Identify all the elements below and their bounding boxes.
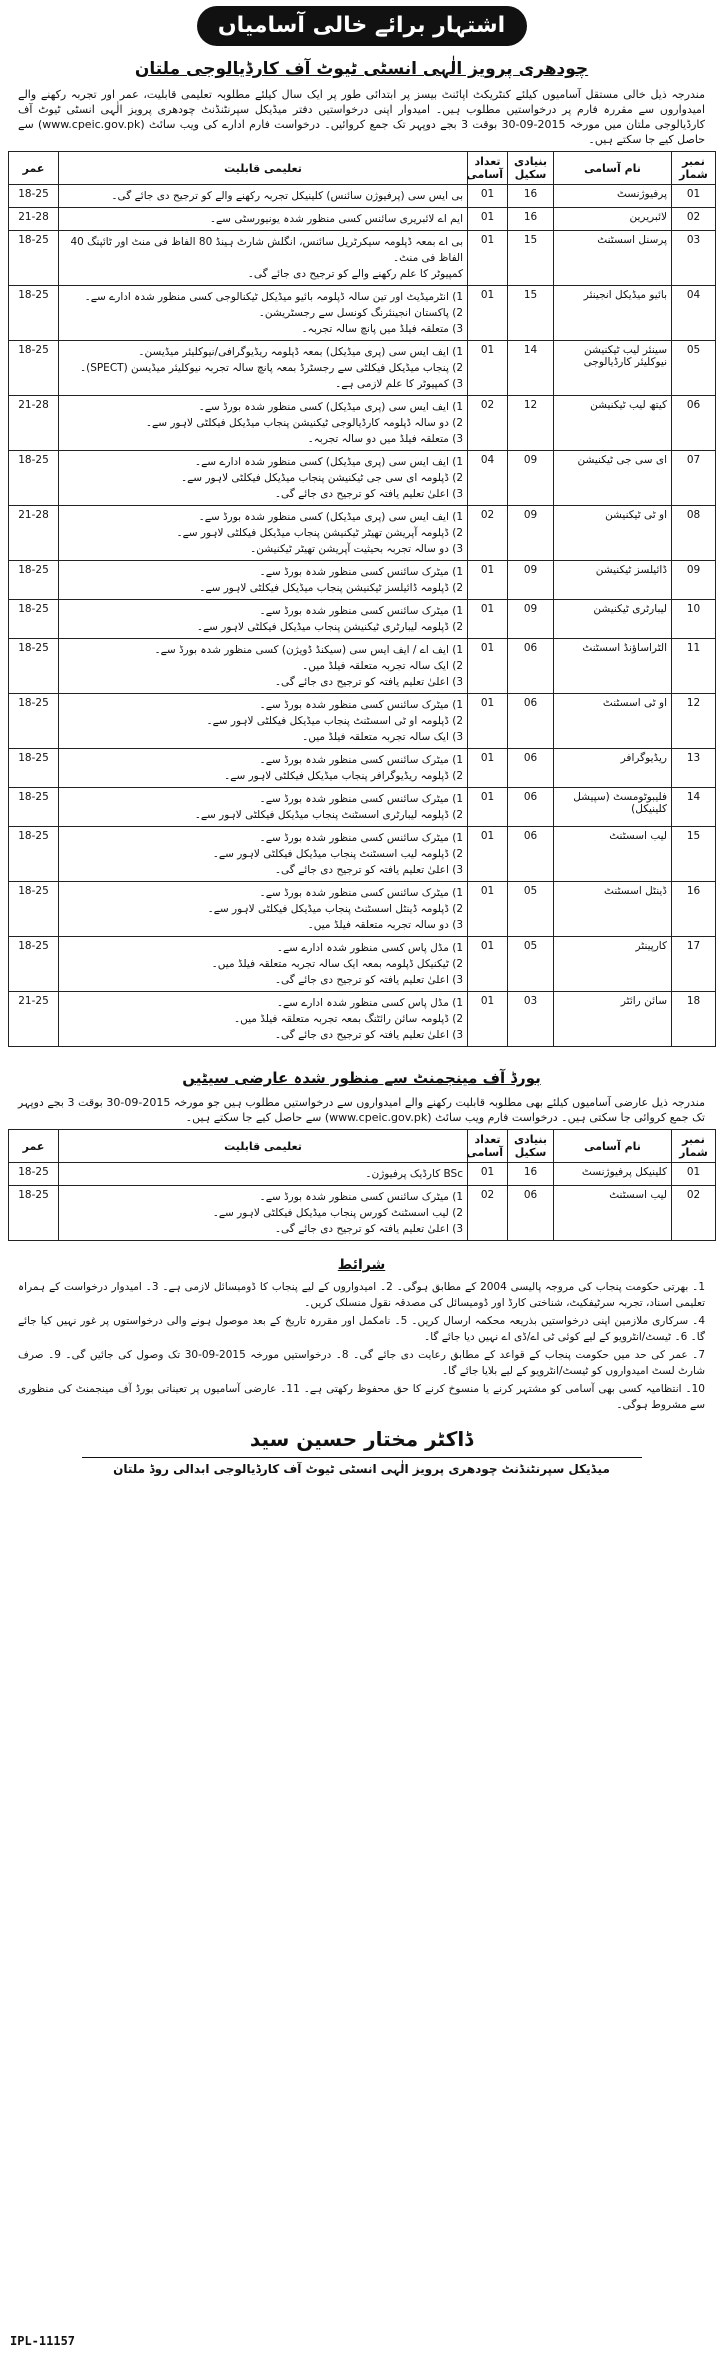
table-row bbox=[9, 749, 716, 788]
row-scale: 12 bbox=[508, 396, 554, 451]
row-posts: 02 bbox=[468, 396, 508, 451]
row-posts: 01 bbox=[468, 1163, 508, 1186]
row-age: 21-25 bbox=[9, 992, 59, 1047]
terms-item: 1۔ بھرتی حکومت پنجاب کی مروجہ پالیسی 2004 کے مطابق ہوگی۔ 2۔ امیدواروں کے لیے پنجاب کا ڈومیسائل لازمی ہے۔ 3۔ امیدوار درخواست کے ہمراہ تعلیمی اسناد، تجربہ سرٹیفکیٹ، شناختی کارڈ اور ڈومیسائل کی مصدقہ نقول منسلک کریں۔ bbox=[18, 1281, 705, 1309]
row-posts: 01 bbox=[468, 882, 508, 937]
row-sr: 12 bbox=[672, 694, 716, 749]
row-qualification bbox=[59, 506, 468, 561]
row-sr: 14 bbox=[672, 788, 716, 827]
row-post: لیب اسسٹنٹ bbox=[554, 1186, 672, 1241]
qualification-line: 1) ایف ایس سی (پری میڈیکل) کسی منظور شدہ بورڈ سے۔ bbox=[198, 401, 463, 413]
row-qualification bbox=[59, 882, 468, 937]
qualification-line: 3) اعلیٰ تعلیم یافتہ کو ترجیح دی جائے گی۔ bbox=[274, 488, 463, 500]
temp-header-sr: نمبر شمار bbox=[672, 1130, 716, 1163]
row-age: 18-25 bbox=[9, 1186, 59, 1241]
row-age: 18-25 bbox=[9, 185, 59, 208]
row-qualification bbox=[59, 1163, 468, 1186]
temp-header-age: عمر bbox=[9, 1130, 59, 1163]
row-qualification bbox=[59, 286, 468, 341]
row-post: فلیبوٹومسٹ (سپیشل کلینیکل) bbox=[554, 788, 672, 827]
qualification-line: 3) کمپیوٹر کا علم لازمی ہے۔ bbox=[335, 378, 463, 390]
qualification-line: 1) ایف اے / ایف ایس سی (سیکنڈ ڈویژن) کسی منظور شدہ بورڈ سے۔ bbox=[154, 644, 463, 656]
table-header-row bbox=[9, 152, 716, 185]
row-age: 18-25 bbox=[9, 561, 59, 600]
qualification-line: 1) میٹرک سائنس کسی منظور شدہ بورڈ سے۔ bbox=[259, 832, 463, 844]
qualification-line: 2) ڈپلومہ ای سی جی ٹیکنیشن پنجاب میڈیکل فیکلٹی لاہور سے۔ bbox=[181, 472, 463, 484]
row-sr: 02 bbox=[672, 1186, 716, 1241]
table-row bbox=[9, 561, 716, 600]
qualification-line: 1) مڈل پاس کسی منظور شدہ ادارے سے۔ bbox=[276, 942, 463, 954]
table-row bbox=[9, 992, 716, 1047]
qualification-line: 3) اعلیٰ تعلیم یافتہ کو ترجیح دی جائے گی۔ bbox=[274, 1223, 463, 1235]
table-row bbox=[9, 788, 716, 827]
qualification-line: 2) پنجاب میڈیکل فیکلٹی سے رجسٹرڈ بمعہ پانچ سالہ تجربہ نیوکلیئر میڈیسن (SPECT)۔ bbox=[79, 362, 463, 374]
table-row bbox=[9, 341, 716, 396]
qualification-line: 2) ڈپلومہ سائن رائٹنگ بمعہ تجربہ متعلقہ فیلڈ میں۔ bbox=[233, 1013, 463, 1025]
row-post: کلینیکل پرفیوژنسٹ bbox=[554, 1163, 672, 1186]
row-age: 21-28 bbox=[9, 396, 59, 451]
row-sr: 09 bbox=[672, 561, 716, 600]
row-age: 18-25 bbox=[9, 827, 59, 882]
row-post: لائبریرین bbox=[554, 208, 672, 231]
row-scale: 06 bbox=[508, 1186, 554, 1241]
row-posts: 01 bbox=[468, 749, 508, 788]
row-posts: 01 bbox=[468, 185, 508, 208]
qualification-line: 2) ڈپلومہ لیب اسسٹنٹ پنجاب میڈیکل فیکلٹی لاہور سے۔ bbox=[212, 848, 463, 860]
row-post: ریڈیوگرافر bbox=[554, 749, 672, 788]
qualification-line: 3) دو سالہ تجربہ بحیثیت آپریشن تھیٹر ٹیکنیشن۔ bbox=[250, 543, 463, 555]
header-post: نام آسامی bbox=[554, 152, 672, 185]
row-post: پرفیوژنسٹ bbox=[554, 185, 672, 208]
row-qualification bbox=[59, 396, 468, 451]
row-post: الٹراساؤنڈ اسسٹنٹ bbox=[554, 639, 672, 694]
qualification-line: 1) ایف ایس سی (پری میڈیکل) بمعہ ڈپلومہ ریڈیوگرافی/نیوکلیئر میڈیسن۔ bbox=[138, 346, 463, 358]
row-qualification bbox=[59, 451, 468, 506]
row-qualification bbox=[59, 749, 468, 788]
row-sr: 13 bbox=[672, 749, 716, 788]
qualification-line: 1) میٹرک سائنس کسی منظور شدہ بورڈ سے۔ bbox=[259, 605, 463, 617]
ad-banner: اشتہار برائے خالی آسامیاں bbox=[197, 6, 527, 46]
signatory-name: ڈاکٹر مختار حسین سید bbox=[249, 1427, 474, 1451]
qualification-line: کمپیوٹر کا علم رکھنے والے کو ترجیح دی جائے گی۔ bbox=[247, 268, 463, 280]
row-qualification bbox=[59, 937, 468, 992]
row-sr: 08 bbox=[672, 506, 716, 561]
row-posts: 01 bbox=[468, 286, 508, 341]
row-scale: 06 bbox=[508, 749, 554, 788]
qualification-line: 2) پاکستان انجینئرنگ کونسل سے رجسٹریشن۔ bbox=[258, 307, 463, 319]
row-scale: 03 bbox=[508, 992, 554, 1047]
table-row bbox=[9, 396, 716, 451]
qualification-line: 2) دو سالہ ڈپلومہ کارڈیالوجی ٹیکنیشن پنجاب میڈیکل فیکلٹی لاہور سے۔ bbox=[145, 417, 463, 429]
row-post: بائیو میڈیکل انجینئر bbox=[554, 286, 672, 341]
row-post: کیتھ لیب ٹیکنیشن bbox=[554, 396, 672, 451]
qualification-line: 1) میٹرک سائنس کسی منظور شدہ بورڈ سے۔ bbox=[259, 887, 463, 899]
row-sr: 06 bbox=[672, 396, 716, 451]
row-scale: 06 bbox=[508, 694, 554, 749]
table-row bbox=[9, 185, 716, 208]
header-age: عمر bbox=[9, 152, 59, 185]
row-scale: 09 bbox=[508, 600, 554, 639]
row-age: 18-25 bbox=[9, 937, 59, 992]
row-sr: 04 bbox=[672, 286, 716, 341]
row-scale: 09 bbox=[508, 561, 554, 600]
qualification-line: ایم اے لائبریری سائنس کسی منظور شدہ یونیورسٹی سے۔ bbox=[209, 213, 463, 225]
row-posts: 01 bbox=[468, 561, 508, 600]
row-post: لیبارٹری ٹیکنیشن bbox=[554, 600, 672, 639]
qualification-line: 3) اعلیٰ تعلیم یافتہ کو ترجیح دی جائے گی۔ bbox=[274, 1029, 463, 1041]
row-scale: 05 bbox=[508, 937, 554, 992]
intro-end: سے حاصل کیے جا سکتے ہیں۔ bbox=[18, 118, 705, 146]
row-qualification bbox=[59, 827, 468, 882]
table-row bbox=[9, 827, 716, 882]
row-post: کارپینٹر bbox=[554, 937, 672, 992]
signatory-designation: میڈیکل سپرنٹنڈنٹ چودھری پرویز الٰہی انسٹی ٹیوٹ آف کارڈیالوجی ابدالی روڈ ملتان bbox=[82, 1457, 642, 1476]
temporary-website-link[interactable]: (www.cpeic.gov.pk) bbox=[324, 1111, 432, 1124]
row-sr: 18 bbox=[672, 992, 716, 1047]
qualification-line: 2) ڈپلومہ او ٹی اسسٹنٹ پنجاب میڈیکل فیکلٹی لاہور سے۔ bbox=[206, 715, 463, 727]
signature-block bbox=[8, 1427, 715, 1476]
row-scale: 09 bbox=[508, 451, 554, 506]
row-scale: 06 bbox=[508, 788, 554, 827]
table-row bbox=[9, 882, 716, 937]
table-row bbox=[9, 639, 716, 694]
row-posts: 01 bbox=[468, 694, 508, 749]
temporary-posts-section bbox=[8, 1069, 715, 1241]
row-age: 18-25 bbox=[9, 694, 59, 749]
temporary-intro-end: سے حاصل کیے جا سکتے ہیں۔ bbox=[185, 1111, 322, 1124]
qualification-line: 3) اعلیٰ تعلیم یافتہ کو ترجیح دی جائے گی۔ bbox=[274, 864, 463, 876]
temp-header-scale: بنیادی سکیل bbox=[508, 1130, 554, 1163]
row-qualification bbox=[59, 208, 468, 231]
row-age: 18-25 bbox=[9, 600, 59, 639]
row-post: ڈائیلسز ٹیکنیشن bbox=[554, 561, 672, 600]
ipl-code: IPL-11157 bbox=[10, 2334, 76, 2348]
row-qualification bbox=[59, 185, 468, 208]
intro-body: مندرجہ ذیل خالی مستقل آسامیوں کیلئے کنٹریکٹ اپائنٹ بیسز پر ابتدائی طور پر ایک سال کیلئے مطلوبہ تعلیمی قابلیت، عمر اور تجربہ رکھنے والے امیدواروں سے مقررہ فارم پر درخواستیں مطلوب ہیں۔ امیدوار اپنی درخواستیں دفتر میڈیکل سپرنٹنڈنٹ چودھری پرویز الٰہی انسٹی ٹیوٹ آف کارڈیالوجی ملتان میں مورخہ 2015-09-30 بوقت 3 بجے دوپہر تک جمع کروائیں۔ درخواست فارم ادارے کی ویب سائٹ bbox=[18, 88, 705, 131]
qualification-line: 2) ایک سالہ تجربہ متعلقہ فیلڈ میں۔ bbox=[302, 660, 463, 672]
row-sr: 03 bbox=[672, 231, 716, 286]
row-post: او ٹی ٹیکنیشن bbox=[554, 506, 672, 561]
qualification-line: 1) میٹرک سائنس کسی منظور شدہ بورڈ سے۔ bbox=[259, 699, 463, 711]
header-sr: نمبر شمار bbox=[672, 152, 716, 185]
row-post: لیب اسسٹنٹ bbox=[554, 827, 672, 882]
row-qualification bbox=[59, 341, 468, 396]
table-row bbox=[9, 451, 716, 506]
row-age: 18-25 bbox=[9, 882, 59, 937]
table-row bbox=[9, 286, 716, 341]
qualification-line: 1) ایف ایس سی (پری میڈیکل) کسی منظور شدہ ادارے سے۔ bbox=[194, 456, 463, 468]
terms-item: 4۔ سرکاری ملازمین اپنی درخواستیں بذریعہ محکمہ ارسال کریں۔ 5۔ نامکمل اور مقررہ تاریخ کے بعد موصول ہونے والی درخواستوں پر غور نہیں کیا جائے گا۔ 6۔ ٹیسٹ/انٹرویو کے لیے کوئی ٹی اے/ڈی اے نہیں دیا جائے گا۔ bbox=[18, 1315, 705, 1343]
row-qualification bbox=[59, 788, 468, 827]
row-qualification bbox=[59, 600, 468, 639]
qualification-line: 2) ڈپلومہ ڈائیلسز ٹیکنیشن پنجاب میڈیکل فیکلٹی لاہور سے۔ bbox=[199, 582, 463, 594]
row-age: 18-25 bbox=[9, 451, 59, 506]
qualification-line: 3) متعلقہ فیلڈ میں پانچ سالہ تجربہ۔ bbox=[301, 323, 463, 335]
row-posts: 01 bbox=[468, 992, 508, 1047]
qualification-line: 3) دو سالہ تجربہ متعلقہ فیلڈ میں۔ bbox=[307, 919, 463, 931]
row-qualification bbox=[59, 694, 468, 749]
qualification-line: بی ایس سی (پرفیوژن سائنس) کلینیکل تجربہ رکھنے والے کو ترجیح دی جائے گی۔ bbox=[111, 190, 463, 202]
temporary-intro-body: مندرجہ ذیل عارضی آسامیوں کیلئے بھی مطلوبہ قابلیت رکھنے والے امیدواروں سے درخواستیں مطلوب ہیں جو مورخہ 2015-09-30 بوقت 3 بجے دوپہر تک جمع کروائی جا سکتی ہیں۔ درخواست فارم ویب سائٹ bbox=[18, 1096, 705, 1124]
row-age: 18-25 bbox=[9, 231, 59, 286]
terms-item: 7۔ عمر کی حد میں حکومت پنجاب کے قواعد کے مطابق رعایت دی جائے گی۔ 8۔ درخواستیں مورخہ 2015-09-30 تک وصول کی جائیں گی۔ 9۔ صرف شارٹ لسٹ امیدواروں کو ٹیسٹ/انٹرویو کے لیے بلایا جائے گا۔ bbox=[18, 1349, 705, 1377]
qualification-line: 2) ڈپلومہ آپریشن تھیٹر ٹیکنیشن پنجاب میڈیکل فیکلٹی لاہور سے۔ bbox=[176, 527, 463, 539]
table-row bbox=[9, 208, 716, 231]
qualification-line: 1) میٹرک سائنس کسی منظور شدہ بورڈ سے۔ bbox=[259, 566, 463, 578]
row-scale: 06 bbox=[508, 827, 554, 882]
qualification-line: 1) میٹرک سائنس کسی منظور شدہ بورڈ سے۔ bbox=[259, 754, 463, 766]
row-post: ڈینٹل اسسٹنٹ bbox=[554, 882, 672, 937]
row-sr: 02 bbox=[672, 208, 716, 231]
row-sr: 07 bbox=[672, 451, 716, 506]
temporary-posts-table bbox=[8, 1129, 716, 1241]
row-posts: 01 bbox=[468, 937, 508, 992]
row-sr: 01 bbox=[672, 1163, 716, 1186]
header-posts: تعداد آسامی bbox=[468, 152, 508, 185]
temporary-posts-body bbox=[9, 1163, 716, 1241]
row-posts: 02 bbox=[468, 506, 508, 561]
temp-header-post: نام آسامی bbox=[554, 1130, 672, 1163]
qualification-line: 1) میٹرک سائنس کسی منظور شدہ بورڈ سے۔ bbox=[259, 1191, 463, 1203]
row-scale: 16 bbox=[508, 185, 554, 208]
row-scale: 16 bbox=[508, 208, 554, 231]
qualification-line: 3) ایک سالہ تجربہ متعلقہ فیلڈ میں۔ bbox=[302, 731, 463, 743]
row-qualification bbox=[59, 231, 468, 286]
row-scale: 15 bbox=[508, 286, 554, 341]
row-posts: 04 bbox=[468, 451, 508, 506]
temporary-header-row bbox=[9, 1130, 716, 1163]
row-age: 21-28 bbox=[9, 506, 59, 561]
qualification-line: بی اے بمعہ ڈپلومہ سیکرٹریل سائنس، انگلش شارٹ ہینڈ 80 الفاظ فی منٹ اور ٹائپنگ 40 الفاظ فی منٹ۔ bbox=[70, 236, 463, 264]
table-row bbox=[9, 694, 716, 749]
row-posts: 01 bbox=[468, 827, 508, 882]
table-row bbox=[9, 231, 716, 286]
qualification-line: 3) متعلقہ فیلڈ میں دو سالہ تجربہ۔ bbox=[307, 433, 463, 445]
row-posts: 01 bbox=[468, 208, 508, 231]
row-qualification bbox=[59, 639, 468, 694]
row-qualification bbox=[59, 992, 468, 1047]
qualification-line: 1) ایف ایس سی (پری میڈیکل) کسی منظور شدہ بورڈ سے۔ bbox=[198, 511, 463, 523]
qualification-line: 1) میٹرک سائنس کسی منظور شدہ بورڈ سے۔ bbox=[259, 793, 463, 805]
temporary-intro-text bbox=[18, 1095, 705, 1125]
row-age: 18-25 bbox=[9, 286, 59, 341]
table-row bbox=[9, 1186, 716, 1241]
row-sr: 10 bbox=[672, 600, 716, 639]
vacancies-body bbox=[9, 185, 716, 1047]
row-posts: 01 bbox=[468, 341, 508, 396]
row-qualification bbox=[59, 1186, 468, 1241]
row-age: 18-25 bbox=[9, 639, 59, 694]
header-scale: بنیادی سکیل bbox=[508, 152, 554, 185]
qualification-line: 2) ڈپلومہ لیبارٹری اسسٹنٹ پنجاب میڈیکل فیکلٹی لاہور سے۔ bbox=[194, 809, 463, 821]
row-post: پرسنل اسسٹنٹ bbox=[554, 231, 672, 286]
row-scale: 14 bbox=[508, 341, 554, 396]
row-age: 18-25 bbox=[9, 749, 59, 788]
row-age: 18-25 bbox=[9, 341, 59, 396]
temp-header-posts: تعداد آسامی bbox=[468, 1130, 508, 1163]
row-post: سائن رائٹر bbox=[554, 992, 672, 1047]
terms-title: شرائط bbox=[337, 1257, 386, 1273]
row-scale: 16 bbox=[508, 1163, 554, 1186]
row-post: ای سی جی ٹیکنیشن bbox=[554, 451, 672, 506]
row-sr: 15 bbox=[672, 827, 716, 882]
table-row bbox=[9, 937, 716, 992]
row-scale: 06 bbox=[508, 639, 554, 694]
qualification-line: 2) ٹیکنیکل ڈپلومہ بمعہ ایک سالہ تجربہ متعلقہ فیلڈ میں۔ bbox=[211, 958, 463, 970]
temp-header-qualification: تعلیمی قابلیت bbox=[59, 1130, 468, 1163]
table-row bbox=[9, 600, 716, 639]
institute-title: چودھری پرویز الٰہی انسٹی ٹیوٹ آف کارڈیالوجی ملتان bbox=[134, 59, 589, 79]
row-post: او ٹی اسسٹنٹ bbox=[554, 694, 672, 749]
row-post: سینئر لیب ٹیکنیشن نیوکلیئر کارڈیالوجی bbox=[554, 341, 672, 396]
qualification-line: 2) ڈپلومہ لیبارٹری ٹیکنیشن پنجاب میڈیکل فیکلٹی لاہور سے۔ bbox=[196, 621, 463, 633]
row-posts: 02 bbox=[468, 1186, 508, 1241]
table-row bbox=[9, 1163, 716, 1186]
qualification-line: 2) ڈپلومہ ڈینٹل اسسٹنٹ پنجاب میڈیکل فیکلٹی لاہور سے۔ bbox=[207, 903, 463, 915]
qualification-line: 2) لیب اسسٹنٹ کورس پنجاب میڈیکل فیکلٹی لاہور سے۔ bbox=[212, 1207, 463, 1219]
qualification-line: 3) اعلیٰ تعلیم یافتہ کو ترجیح دی جائے گی۔ bbox=[274, 974, 463, 986]
row-sr: 16 bbox=[672, 882, 716, 937]
qualification-line: BSc کارڈیک پرفیوژن۔ bbox=[365, 1168, 463, 1180]
qualification-line: 1) انٹرمیڈیٹ اور تین سالہ ڈپلومہ بائیو میڈیکل ٹیکنالوجی کسی منظور شدہ ادارے سے۔ bbox=[84, 291, 463, 303]
row-posts: 01 bbox=[468, 788, 508, 827]
header-qualification: تعلیمی قابلیت bbox=[59, 152, 468, 185]
row-age: 21-28 bbox=[9, 208, 59, 231]
qualification-line: 3) اعلیٰ تعلیم یافتہ کو ترجیح دی جائے گی۔ bbox=[274, 676, 463, 688]
row-scale: 09 bbox=[508, 506, 554, 561]
row-sr: 05 bbox=[672, 341, 716, 396]
row-sr: 17 bbox=[672, 937, 716, 992]
table-row bbox=[9, 506, 716, 561]
row-age: 18-25 bbox=[9, 788, 59, 827]
row-posts: 01 bbox=[468, 231, 508, 286]
intro-text bbox=[18, 87, 705, 147]
terms-list bbox=[18, 1279, 705, 1413]
website-link[interactable]: (www.cpeic.gov.pk) bbox=[38, 118, 145, 131]
qualification-line: 2) ڈپلومہ ریڈیوگرافر پنجاب میڈیکل فیکلٹی لاہور سے۔ bbox=[224, 770, 463, 782]
row-posts: 01 bbox=[468, 600, 508, 639]
row-scale: 05 bbox=[508, 882, 554, 937]
row-scale: 15 bbox=[508, 231, 554, 286]
row-posts: 01 bbox=[468, 639, 508, 694]
row-age: 18-25 bbox=[9, 1163, 59, 1186]
qualification-line: 1) مڈل پاس کسی منظور شدہ ادارے سے۔ bbox=[276, 997, 463, 1009]
row-sr: 11 bbox=[672, 639, 716, 694]
row-sr: 01 bbox=[672, 185, 716, 208]
terms-item: 10۔ انتظامیہ کسی بھی آسامی کو مشتہر کرنے یا منسوخ کرنے کا حق محفوظ رکھتی ہے۔ 11۔ عارضی آسامیوں پر تعیناتی بورڈ آف مینجمنٹ کی منظوری سے مشروط ہوگی۔ bbox=[18, 1383, 705, 1411]
temporary-posts-title: بورڈ آف مینجمنٹ سے منظور شدہ عارضی سیٹیں bbox=[182, 1069, 541, 1087]
vacancies-table bbox=[8, 151, 716, 1047]
row-qualification bbox=[59, 561, 468, 600]
